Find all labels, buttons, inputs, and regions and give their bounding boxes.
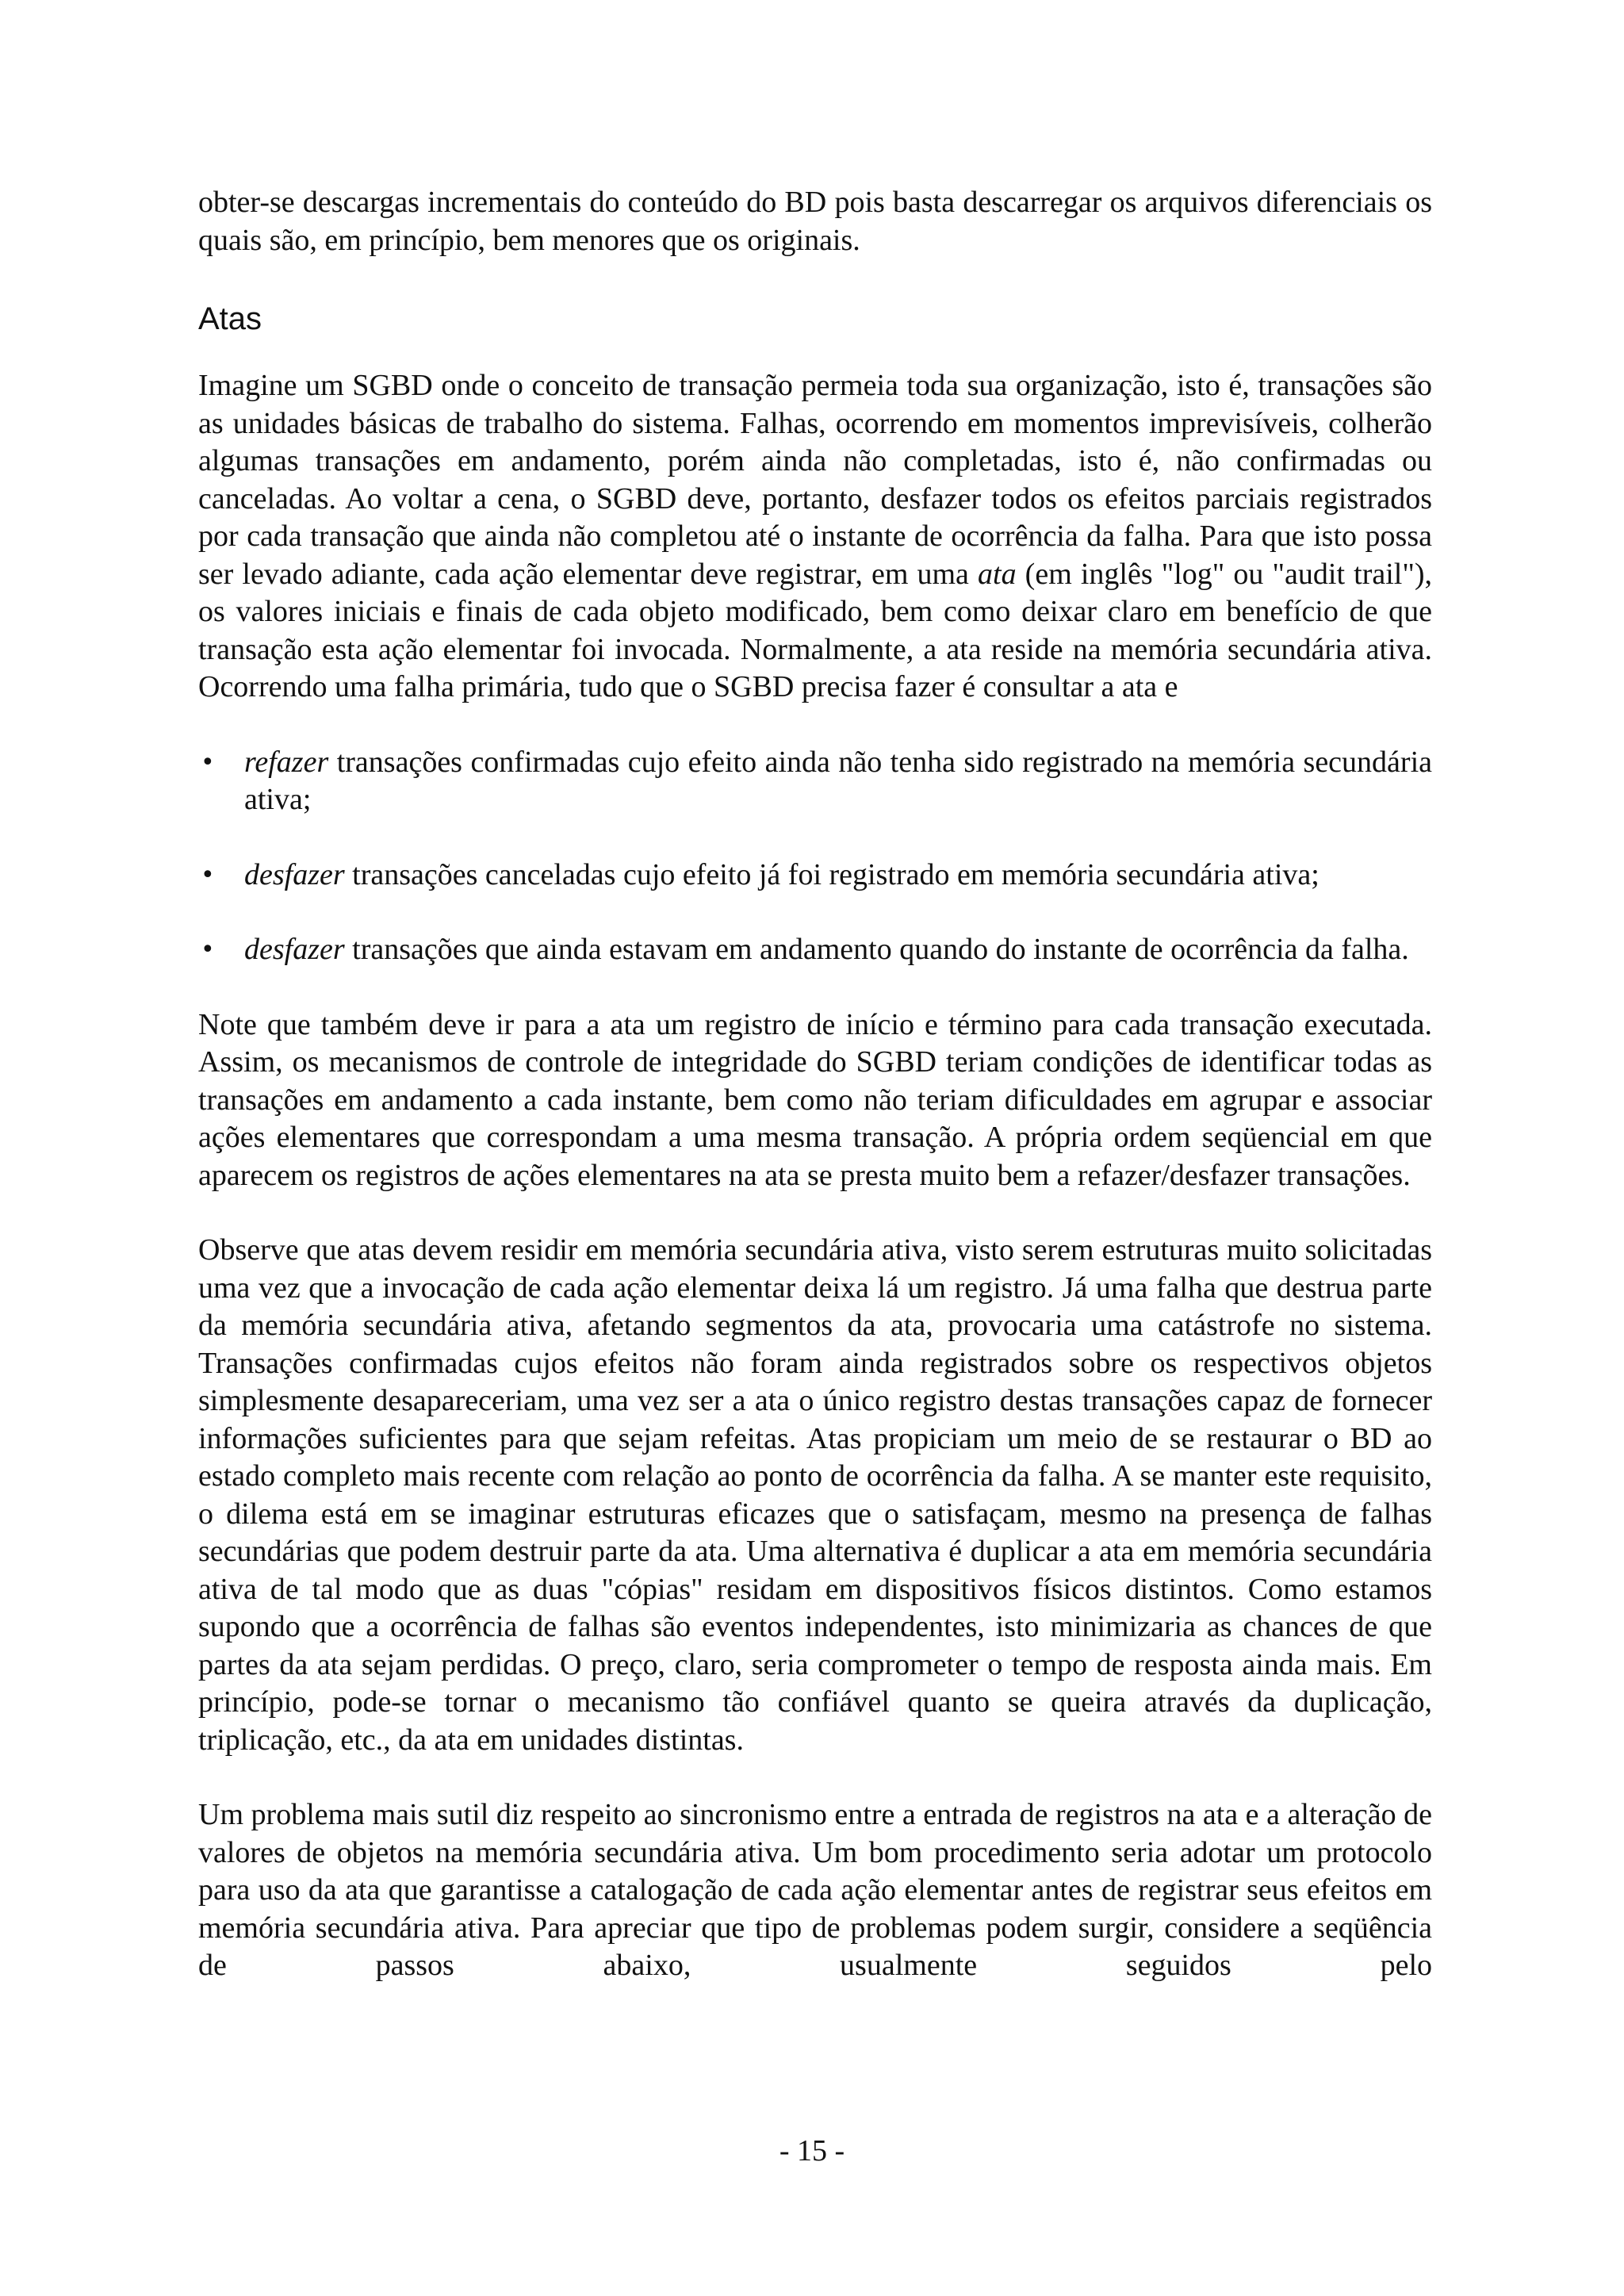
intro-paragraph: obter-se descargas incrementais do conteúdo do BD pois basta descarregar os arquivos diferenciais os quais são, em princípio, bem menores que os originais. bbox=[198, 186, 1432, 257]
paragraph-synchronism: Um problema mais sutil diz respeito ao sincronismo entre a entrada de registros na ata e a alteração de valores de objetos na memória secundária ativa. Um bom procedimento seria adotar um protocolo para uso da ata que garantisse a catalogação de cada ação elementar antes de registrar seus efeitos em memória secundária ativa. Para apreciar que tipo de problemas podem surgir, considere a seqüência de passos abaixo, usualmente seguidos pelo bbox=[198, 1798, 1432, 1982]
recovery-actions-list bbox=[198, 744, 1432, 969]
list-item bbox=[198, 931, 1432, 969]
list-item-text: transações canceladas cujo efeito já foi registrado em memória secundária ativa; bbox=[344, 857, 1320, 891]
list-item bbox=[198, 857, 1432, 895]
page-number: - 15 - bbox=[779, 2134, 845, 2168]
paragraph-secondary-memory: Observe que atas devem residir em memória secundária ativa, visto serem estruturas muito solicitadas uma vez que a invocação de cada ação elementar deixa lá um registro. Já uma falha que destrua parte da memória secundária ativa, afetando segmentos da ata, provocaria uma catástrofe no sistema. Transações confirmadas cujos efeitos não foram ainda registrados sobre os respectivos objetos simplesmente desapareceriam, uma vez ser a ata o único registro destas transações capaz de fornecer informações suficientes para que sejam refeitas. Atas propiciam um meio de se restaurar o BD ao estado completo mais recente com relação ao ponto de ocorrência da falha. A se manter este requisito, o dilema está em se imaginar estruturas eficazes que o satisfaçam, mesmo na presença de falhas secundárias que podem destruir parte da ata. Uma alternativa é duplicar a ata em memória secundária ativa de tal modo que as duas "cópias" residam em dispositivos físicos distintos. Como estamos supondo que a ocorrência de falhas são eventos independentes, isto minimizaria as chances de que partes da ata sejam perdidas. O preço, claro, seria comprometer o tempo de resposta ainda mais. Em princípio, pode-se tornar o mecanismo tão confiável quanto se queira através da duplicação, triplicação, etc., da ata em unidades distintas. bbox=[198, 1233, 1432, 1757]
list-item bbox=[198, 744, 1432, 819]
list-item-text: transações que ainda estavam em andamento quando do instante de ocorrência da falha. bbox=[344, 933, 1409, 966]
italic-term: ata bbox=[978, 557, 1017, 591]
list-item-text: transações confirmadas cujo efeito ainda não tenha sido registrado na memória secundária ativa; bbox=[244, 745, 1432, 816]
italic-term: desfazer bbox=[244, 857, 345, 891]
paragraph-start-end-records: Note que também deve ir para a ata um registro de início e término para cada transação executada. Assim, os mecanismos de controle de integridade do SGBD teriam condições de identificar todas as transações em andamento a cada instante, bem como não teriam dificuldades em agrupar e associar ações elementares que correspondam a uma mesma transação. A própria ordem seqüencial em que aparecem os registros de ações elementares na ata se presta muito bem a refazer/desfazer transações. bbox=[198, 1007, 1432, 1192]
italic-term: refazer bbox=[244, 745, 329, 779]
paragraph-text: (em inglês "log" ou "audit trail"), os valores iniciais e finais de cada objeto modificado, bem como deixar claro em benefício de que transação esta ação elementar foi invocada. Normalmente, a ata reside na memória secundária ativa. Ocorrendo uma falha primária, tudo que o SGBD precisa fazer é consultar a ata e bbox=[198, 557, 1432, 703]
italic-term: desfazer bbox=[244, 933, 345, 966]
document-page bbox=[198, 184, 1432, 1985]
bullet-icon: • bbox=[201, 861, 215, 889]
bullet-icon: • bbox=[201, 748, 215, 776]
section-heading-wrap bbox=[198, 299, 1432, 339]
paragraph-text: Imagine um SGBD onde o conceito de transação permeia toda sua organização, isto é, transações são as unidades básicas de trabalho do sistema. Falhas, ocorrendo em momentos imprevisíveis, colherão algumas transações em andamento, porém ainda não completadas, isto é, não confirmadas ou canceladas. Ao voltar a cena, o SGBD deve, portanto, desfazer todos os efeitos parciais registrados por cada transação que ainda não completou até o instante de ocorrência da falha. Para que isto possa ser levado adiante, cada ação elementar deve registrar, em uma bbox=[198, 369, 1432, 591]
bullet-icon: • bbox=[201, 936, 215, 964]
paragraph-atas-definition bbox=[198, 367, 1432, 707]
section-heading: Atas bbox=[198, 301, 262, 336]
